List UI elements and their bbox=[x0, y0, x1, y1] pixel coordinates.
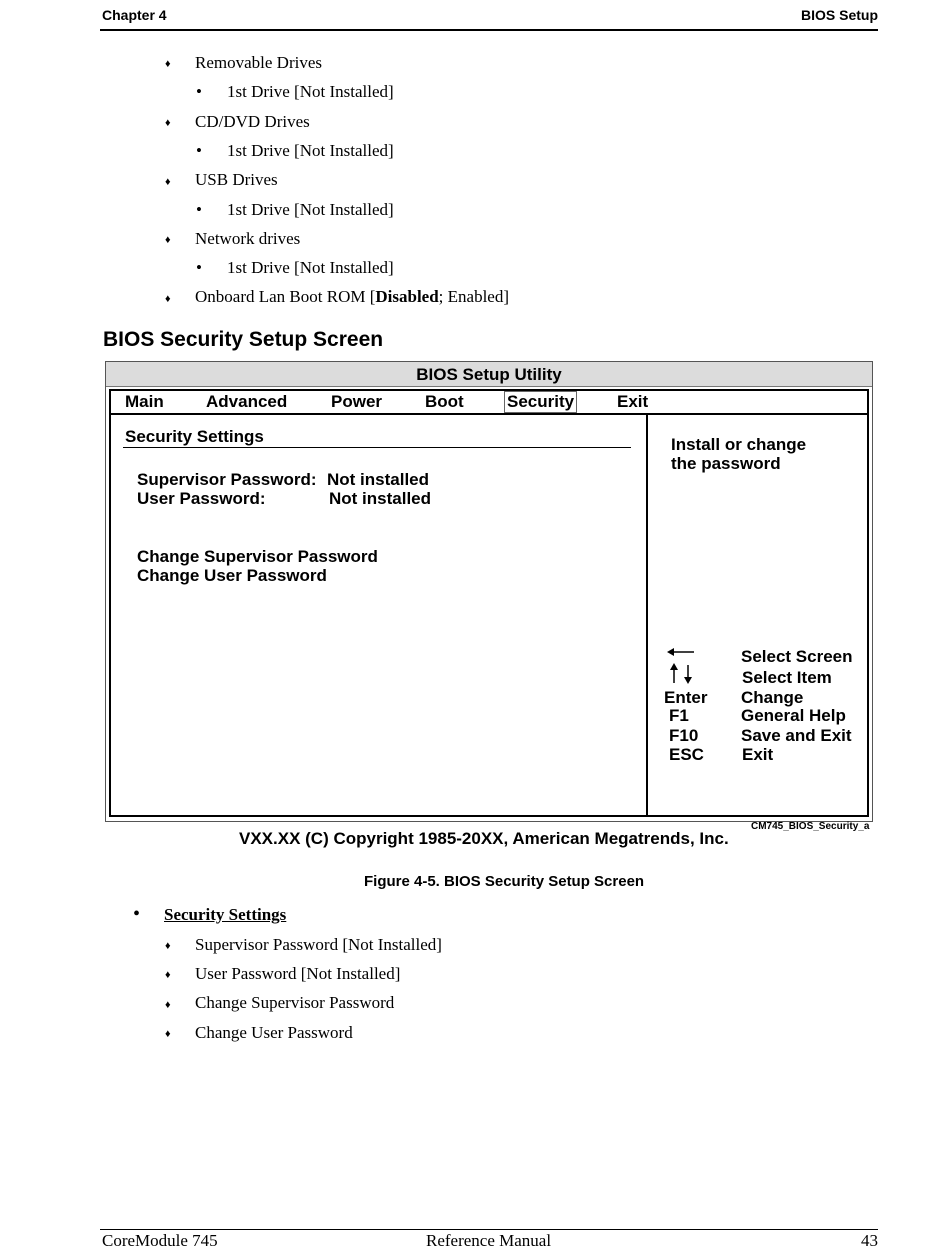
heading-underline bbox=[123, 447, 631, 448]
menu-advanced[interactable]: Advanced bbox=[206, 392, 288, 411]
round-bullet-icon: • bbox=[196, 200, 202, 219]
page-number: 43 bbox=[861, 1231, 878, 1250]
key-enter: Enter bbox=[664, 688, 708, 707]
supervisor-password-value: Not installed bbox=[327, 470, 430, 489]
section-label: BIOS Setup bbox=[800, 7, 878, 23]
key-esc: ESC bbox=[669, 745, 704, 764]
bios-title: BIOS Setup Utility bbox=[416, 365, 562, 384]
round-bullet-icon: • bbox=[196, 258, 202, 277]
left-arrow-icon bbox=[667, 643, 697, 663]
list-item: Supervisor Password [Not Installed] bbox=[195, 935, 442, 954]
list-item: User Password [Not Installed] bbox=[195, 964, 401, 983]
user-password-label: User Password: bbox=[137, 489, 266, 508]
footer-manual: Reference Manual bbox=[426, 1231, 552, 1250]
list-item: CD/DVD Drives bbox=[195, 112, 310, 131]
round-bullet-icon: • bbox=[196, 82, 202, 101]
list-subitem: 1st Drive [Not Installed] bbox=[227, 141, 394, 160]
round-bullet-icon: • bbox=[196, 141, 202, 160]
list-item: Removable Drives bbox=[195, 53, 322, 72]
supervisor-password-label: Supervisor Password: bbox=[137, 470, 317, 489]
user-password-value: Not installed bbox=[329, 489, 432, 508]
list-subitem: 1st Drive [Not Installed] bbox=[227, 200, 394, 219]
bios-titlebar bbox=[106, 362, 872, 387]
bios-menu-bar bbox=[111, 391, 867, 415]
key-f1: F1 bbox=[669, 706, 689, 725]
key-action-exit: Exit bbox=[742, 745, 774, 764]
list-item: Change User Password bbox=[195, 1023, 353, 1042]
list-subitem: 1st Drive [Not Installed] bbox=[227, 258, 394, 277]
change-user-password-item[interactable]: Change User Password bbox=[137, 566, 327, 585]
bios-panel bbox=[109, 389, 869, 817]
round-bullet-icon: • bbox=[133, 903, 141, 925]
key-action-select-screen: Select Screen bbox=[741, 647, 853, 666]
key-action-save-exit: Save and Exit bbox=[741, 726, 852, 745]
help-text-line-2: the password bbox=[671, 454, 781, 473]
panel-divider bbox=[646, 415, 648, 815]
list-item: USB Drives bbox=[195, 170, 278, 189]
chapter-label: Chapter 4 bbox=[102, 7, 167, 23]
section-title: BIOS Security Setup Screen bbox=[103, 328, 384, 351]
key-action-general-help: General Help bbox=[741, 706, 846, 725]
diamond-bullet-icon: ♦ bbox=[165, 58, 171, 70]
figure-caption: Figure 4-5. BIOS Security Setup Screen bbox=[364, 873, 645, 890]
diamond-bullet-icon: ♦ bbox=[165, 293, 171, 305]
list-item: Change Supervisor Password bbox=[195, 993, 395, 1012]
footer-product: CoreModule 745 bbox=[102, 1231, 218, 1250]
diamond-bullet-icon: ♦ bbox=[165, 999, 171, 1011]
diamond-bullet-icon: ♦ bbox=[165, 176, 171, 188]
security-settings-heading: Security Settings bbox=[164, 905, 287, 924]
menu-main[interactable]: Main bbox=[125, 392, 164, 411]
diamond-bullet-icon: ♦ bbox=[165, 1028, 171, 1040]
list-subitem: 1st Drive [Not Installed] bbox=[227, 82, 394, 101]
page-footer bbox=[100, 1229, 878, 1254]
menu-exit[interactable]: Exit bbox=[617, 392, 649, 411]
menu-boot[interactable]: Boot bbox=[425, 392, 464, 411]
change-supervisor-password-item[interactable]: Change Supervisor Password bbox=[137, 547, 378, 566]
up-down-arrows-icon bbox=[669, 663, 695, 690]
key-action-change: Change bbox=[741, 688, 804, 707]
key-action-select-item: Select Item bbox=[742, 668, 832, 687]
bios-copyright: VXX.XX (C) Copyright 1985-20XX, American Megatrends, Inc. bbox=[239, 829, 729, 848]
figure-id: CM745_BIOS_Security_a bbox=[751, 821, 870, 832]
help-text-line-1: Install or change bbox=[671, 435, 807, 454]
list-item: Network drives bbox=[195, 229, 301, 248]
key-f10: F10 bbox=[669, 726, 699, 745]
menu-power[interactable]: Power bbox=[331, 392, 383, 411]
menu-security[interactable]: Security bbox=[504, 391, 577, 413]
diamond-bullet-icon: ♦ bbox=[165, 940, 171, 952]
settings-heading: Security Settings bbox=[125, 427, 264, 446]
bios-setup-figure bbox=[105, 361, 873, 822]
lan-boot-rom-item: Onboard Lan Boot ROM [Disabled; Enabled] bbox=[195, 287, 510, 306]
diamond-bullet-icon: ♦ bbox=[165, 117, 171, 129]
diamond-bullet-icon: ♦ bbox=[165, 969, 171, 981]
diamond-bullet-icon: ♦ bbox=[165, 234, 171, 246]
page-header bbox=[100, 7, 878, 31]
